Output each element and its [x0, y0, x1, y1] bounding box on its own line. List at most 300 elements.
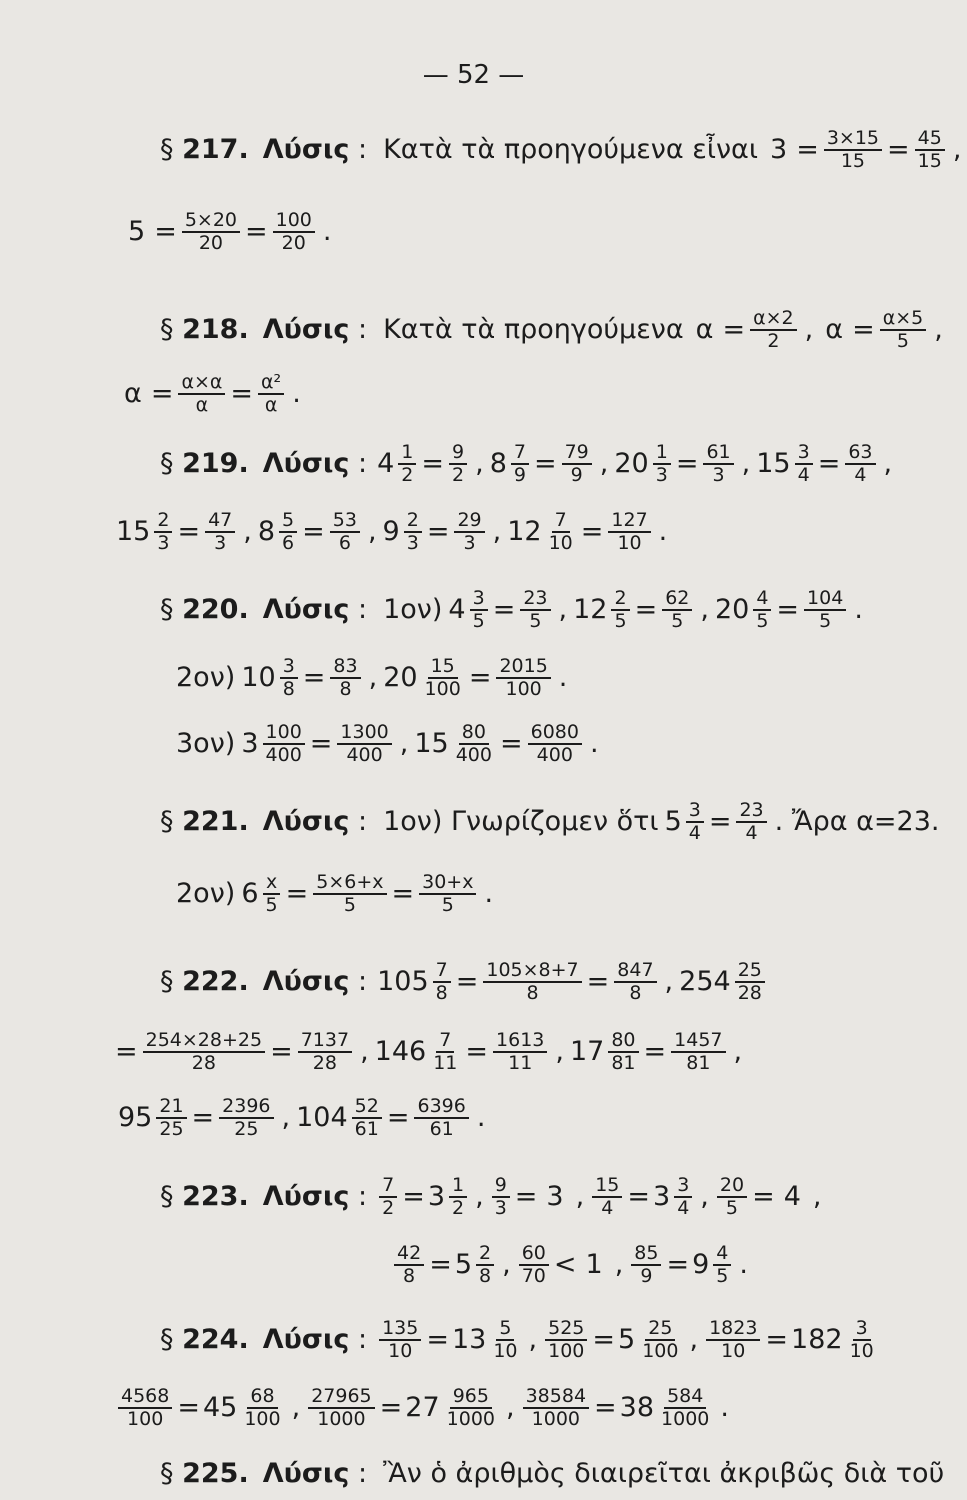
- denominator: 81: [686, 1051, 711, 1074]
- denominator: 8: [282, 677, 295, 700]
- numerator: 525: [545, 1318, 587, 1341]
- denominator: 4: [854, 463, 867, 486]
- punctuation: .: [558, 662, 568, 694]
- section-sign: §: [160, 806, 183, 838]
- punctuation: ,: [528, 1324, 538, 1356]
- numerator: 4568: [118, 1386, 172, 1409]
- section-number: 224.: [182, 1324, 249, 1356]
- operator: =: [245, 216, 268, 248]
- whole-part: 38: [619, 1392, 655, 1424]
- mixed-number: [448, 588, 489, 632]
- punctuation: ,: [475, 1181, 484, 1213]
- denominator: 100: [505, 677, 542, 700]
- fraction: [915, 128, 945, 172]
- text-segment: Κατὰ τὰ προηγούμενα: [383, 314, 684, 346]
- whole-part: 12: [573, 594, 608, 626]
- operator: =: [627, 1181, 650, 1213]
- fraction: [205, 510, 235, 554]
- denominator: 10: [548, 531, 573, 554]
- solution-word: Λύσις: [262, 448, 350, 480]
- fraction: [414, 1096, 468, 1140]
- fraction: [308, 1386, 374, 1430]
- numerator: 15: [428, 656, 458, 679]
- numerator: 105×8+7: [483, 960, 581, 983]
- operator: =: [391, 878, 415, 910]
- fraction: [454, 510, 484, 554]
- punctuation: ,: [555, 1036, 564, 1068]
- operator: =: [429, 1249, 452, 1281]
- mixed-number: [241, 722, 306, 766]
- math-line: [160, 588, 869, 632]
- section-heading: [160, 1181, 249, 1212]
- operator: =: [776, 594, 800, 626]
- fraction: [736, 800, 766, 844]
- mixed-number: [241, 656, 299, 700]
- punctuation: .: [720, 1392, 729, 1424]
- section-number: 223.: [182, 1181, 249, 1213]
- punctuation: ,: [575, 1181, 585, 1213]
- denominator: 10: [617, 531, 642, 554]
- mixed-number: [241, 872, 282, 916]
- punctuation: .: [322, 216, 332, 248]
- denominator: 400: [346, 743, 383, 766]
- fraction: [419, 872, 476, 916]
- numerator: 7137: [298, 1030, 352, 1053]
- numerator: 3: [470, 588, 488, 611]
- solution-label: [263, 594, 367, 625]
- numerator: 80: [459, 722, 489, 745]
- denominator: 15: [840, 149, 865, 172]
- denominator: 3: [655, 463, 668, 486]
- solution-label: [263, 966, 367, 997]
- whole-part: 8: [257, 516, 276, 548]
- numerator: 3: [674, 1175, 692, 1198]
- fraction: [703, 442, 733, 486]
- numerator: α×2: [750, 308, 797, 331]
- denominator: 4: [601, 1196, 614, 1219]
- operator: =: [270, 1036, 293, 1068]
- operator: =: [150, 378, 174, 410]
- denominator: 5: [756, 609, 769, 632]
- text-segment: α: [124, 378, 142, 410]
- denominator: 8: [435, 981, 448, 1004]
- whole-part: 182: [791, 1324, 843, 1356]
- operator: =: [592, 1324, 616, 1356]
- numerator: 100: [263, 722, 305, 745]
- denominator: 2: [452, 1196, 465, 1219]
- fraction: [717, 1175, 747, 1219]
- numerator: 7: [511, 442, 529, 465]
- denominator: 25: [234, 1117, 259, 1140]
- section-heading: [160, 134, 249, 165]
- operator: =: [177, 1392, 200, 1424]
- numerator: 254×28+25: [143, 1030, 265, 1053]
- denominator: 8: [403, 1264, 416, 1287]
- section-sign: §: [160, 1324, 183, 1356]
- numerator: 3×15: [824, 128, 882, 151]
- fraction: [330, 656, 360, 700]
- fraction: [795, 442, 813, 486]
- numerator: 7: [433, 960, 451, 983]
- math-line: [160, 1175, 827, 1219]
- colon: :: [349, 448, 368, 480]
- numerator: 4: [713, 1243, 731, 1266]
- denominator: 5: [343, 893, 356, 916]
- operator: =: [386, 1102, 410, 1134]
- fraction: [713, 1243, 731, 1287]
- whole-part: 17: [569, 1036, 605, 1068]
- text-segment: α: [825, 314, 844, 346]
- fraction: [430, 1030, 460, 1074]
- fraction: [313, 872, 386, 916]
- fraction: [523, 1386, 589, 1430]
- solution-label: [263, 314, 367, 345]
- denominator: 8: [479, 1264, 492, 1287]
- mixed-number: [116, 510, 174, 554]
- whole-part: 3: [241, 728, 259, 760]
- section-sign: §: [160, 314, 183, 346]
- denominator: 3: [463, 531, 476, 554]
- operator: =: [796, 134, 819, 166]
- operator: =: [722, 314, 746, 346]
- fraction: [379, 1175, 397, 1219]
- operator: =: [426, 1324, 449, 1356]
- numerator: 68: [247, 1386, 277, 1409]
- punctuation: ,: [741, 448, 751, 480]
- punctuation: ,: [243, 516, 252, 548]
- denominator: 20: [281, 231, 306, 254]
- whole-part: 20: [614, 448, 649, 480]
- numerator: 7: [379, 1175, 397, 1198]
- operator: =: [765, 1324, 789, 1356]
- numerator: 60: [519, 1243, 549, 1266]
- whole-part: 3: [653, 1181, 671, 1213]
- fraction: [178, 372, 225, 416]
- operator: =: [402, 1181, 425, 1213]
- numerator: 3: [853, 1318, 871, 1341]
- denominator: 6: [282, 531, 295, 554]
- section-heading: [160, 594, 249, 625]
- denominator: 25: [159, 1117, 184, 1140]
- mixed-number: [618, 1318, 683, 1362]
- mixed-number: [383, 656, 466, 700]
- numerator: 25: [735, 960, 765, 983]
- numerator: 47: [205, 510, 235, 533]
- operator: =: [580, 516, 604, 548]
- denominator: 70: [521, 1264, 546, 1287]
- denominator: 11: [508, 1051, 533, 1074]
- math-line: [392, 1243, 754, 1287]
- mixed-number: [614, 442, 672, 486]
- denominator: 5: [716, 1264, 729, 1287]
- text-segment: 1ον) Γνωρίζομεν ὅτι: [383, 806, 659, 838]
- denominator: 81: [611, 1051, 636, 1074]
- denominator: 5: [265, 893, 278, 916]
- mixed-number: [428, 1175, 469, 1219]
- section-number: 225.: [182, 1458, 249, 1489]
- denominator: 4: [688, 821, 701, 844]
- fraction: [280, 656, 298, 700]
- section-number: 217.: [182, 134, 249, 166]
- numerator: 1300: [337, 722, 391, 745]
- math-line: [116, 510, 673, 554]
- denominator: 9: [640, 1264, 653, 1287]
- whole-part: 15: [414, 728, 449, 760]
- fraction: [449, 442, 467, 486]
- fraction: [686, 800, 704, 844]
- fraction: [258, 372, 284, 416]
- mixed-number: [203, 1386, 286, 1430]
- math-line: [170, 872, 499, 916]
- denominator: 2: [767, 329, 780, 352]
- numerator: 80: [608, 1030, 638, 1053]
- operator: =: [302, 662, 326, 694]
- fraction: [496, 656, 550, 700]
- denominator: 28: [737, 981, 762, 1004]
- numerator: 1: [653, 442, 671, 465]
- denominator: 9: [570, 463, 583, 486]
- whole-part: 6: [241, 878, 259, 910]
- text-segment: . Ἄρα α=23.: [774, 806, 940, 838]
- denominator: 28: [191, 1051, 216, 1074]
- denominator: 100: [548, 1339, 585, 1362]
- whole-part: 146: [374, 1036, 427, 1068]
- fraction: [847, 1318, 877, 1362]
- math-line: [170, 656, 573, 700]
- numerator: 3: [795, 442, 813, 465]
- math-line: [160, 1458, 950, 1489]
- fraction: [492, 1175, 510, 1219]
- punctuation: ,: [883, 448, 893, 480]
- denominator: 3: [406, 531, 419, 554]
- math-line: [116, 1386, 735, 1430]
- math-line: [160, 442, 898, 486]
- denominator: 2: [382, 1196, 395, 1219]
- mixed-number: [405, 1386, 500, 1430]
- fraction: [511, 442, 529, 486]
- denominator: 100: [127, 1407, 164, 1430]
- denominator: α: [195, 393, 209, 416]
- numerator: 1457: [671, 1030, 725, 1053]
- whole-part: 15: [756, 448, 791, 480]
- solution-word: Λύσις: [262, 314, 350, 346]
- text-segment: α: [695, 314, 714, 346]
- operator: =: [666, 1249, 690, 1281]
- numerator: 42: [394, 1243, 424, 1266]
- operator: =: [708, 806, 732, 838]
- solution-label: [263, 134, 367, 165]
- fraction: [753, 588, 771, 632]
- numerator: 5: [496, 1318, 514, 1341]
- punctuation: .: [484, 878, 494, 910]
- section-heading: [160, 1458, 249, 1489]
- fraction: [241, 1386, 283, 1430]
- fraction: [422, 656, 464, 700]
- numerator: 79: [562, 442, 592, 465]
- fraction: [735, 960, 765, 1004]
- mixed-number: [414, 722, 497, 766]
- mixed-number: [258, 510, 299, 554]
- fraction: [404, 510, 422, 554]
- fraction: [118, 1386, 172, 1430]
- numerator: 62: [662, 588, 692, 611]
- section-sign: §: [160, 1181, 183, 1213]
- whole-part: 254: [679, 966, 731, 998]
- fraction: [608, 510, 650, 554]
- fraction: [298, 1030, 352, 1074]
- math-line: [160, 128, 967, 172]
- fraction: [639, 1318, 681, 1362]
- numerator: 21: [156, 1096, 186, 1119]
- numerator: 7: [552, 510, 570, 533]
- fraction: [273, 210, 315, 254]
- denominator: 1000: [661, 1407, 710, 1430]
- fraction: [330, 510, 360, 554]
- fraction: [337, 722, 391, 766]
- denominator: 5: [819, 609, 832, 632]
- punctuation: ,: [614, 1249, 624, 1281]
- numerator: 45: [915, 128, 945, 151]
- fraction: [444, 1386, 498, 1430]
- fraction: [156, 1096, 186, 1140]
- mixed-number: [692, 1243, 733, 1287]
- whole-part: 95: [118, 1102, 153, 1134]
- operator: =: [421, 448, 444, 480]
- colon: :: [349, 1458, 368, 1489]
- numerator: 4: [753, 588, 771, 611]
- fraction: [528, 722, 582, 766]
- denominator: 400: [536, 743, 573, 766]
- solution-label: [263, 806, 367, 837]
- fraction: [483, 960, 581, 1004]
- section-sign: §: [160, 594, 183, 626]
- fraction: [394, 1243, 424, 1287]
- solution-word: Λύσις: [262, 594, 350, 626]
- section-heading: [160, 314, 249, 345]
- punctuation: ,: [492, 516, 502, 548]
- numerator: 9: [449, 442, 467, 465]
- punctuation: ,: [934, 314, 943, 346]
- math-line: [160, 1318, 879, 1362]
- numerator: α×5: [880, 308, 927, 331]
- denominator: 4: [797, 463, 810, 486]
- text-segment: 5: [128, 216, 146, 248]
- whole-part: 104: [296, 1102, 348, 1134]
- numerator: 6080: [528, 722, 582, 745]
- numerator: 85: [631, 1243, 661, 1266]
- section-sign: §: [160, 966, 183, 998]
- solution-word: Λύσις: [262, 1181, 350, 1213]
- punctuation: ,: [291, 1392, 301, 1424]
- numerator: α×α: [178, 372, 225, 395]
- text-segment: 3ον): [176, 728, 236, 760]
- operator: =: [115, 1036, 138, 1068]
- section-sign: §: [160, 448, 183, 480]
- fraction: [658, 1386, 712, 1430]
- math-line: [122, 210, 337, 254]
- section-number: 221.: [182, 806, 249, 838]
- math-line: [118, 372, 307, 416]
- section-heading: [160, 448, 249, 479]
- whole-part: 20: [383, 662, 418, 694]
- fraction: [592, 1175, 622, 1219]
- mixed-number: [653, 1175, 694, 1219]
- fraction: [519, 1243, 549, 1287]
- punctuation: ,: [733, 1036, 743, 1068]
- colon: :: [349, 314, 368, 346]
- section-sign: §: [160, 134, 183, 166]
- fraction: [674, 1175, 692, 1219]
- whole-part: 5: [618, 1324, 636, 1356]
- denominator: 5: [472, 609, 485, 632]
- fraction: [476, 1243, 494, 1287]
- operator: =: [379, 1392, 403, 1424]
- numerator: 3: [686, 800, 704, 823]
- colon: :: [349, 134, 368, 166]
- fraction: [379, 1318, 421, 1362]
- punctuation: ,: [367, 516, 377, 548]
- mixed-number: [665, 800, 706, 844]
- solution-label: [263, 1458, 367, 1489]
- operator: =: [499, 728, 523, 760]
- whole-part: 15: [116, 516, 151, 548]
- denominator: 10: [849, 1339, 874, 1362]
- operator: =: [455, 966, 479, 998]
- numerator: 2: [404, 510, 422, 533]
- punctuation: ,: [700, 1181, 709, 1213]
- section-sign: §: [160, 1458, 183, 1489]
- fraction: [470, 588, 488, 632]
- operator: =: [302, 516, 325, 548]
- operator: =: [852, 314, 875, 346]
- punctuation: ,: [664, 966, 674, 998]
- numerator: 7: [436, 1030, 454, 1053]
- punctuation: ,: [804, 314, 814, 346]
- text-segment: Κατὰ τὰ προηγούμενα εἶναι: [383, 134, 758, 166]
- solution-word: Λύσις: [262, 806, 350, 838]
- denominator: 61: [354, 1117, 379, 1140]
- numerator: 100: [273, 210, 315, 233]
- section-heading: [160, 806, 249, 837]
- denominator: 5: [441, 893, 454, 916]
- denominator: 3: [494, 1196, 507, 1219]
- punctuation: ,: [360, 1036, 369, 1068]
- denominator: 3: [712, 463, 725, 486]
- punctuation: ,: [689, 1324, 699, 1356]
- numerator: 6396: [414, 1096, 468, 1119]
- numerator: 584: [664, 1386, 706, 1409]
- operator: =: [465, 1036, 489, 1068]
- punctuation: ,: [281, 1102, 291, 1134]
- solution-word: Λύσις: [262, 1458, 350, 1489]
- operator: =: [594, 1392, 617, 1424]
- numerator: 127: [608, 510, 650, 533]
- denominator: 4: [677, 1196, 690, 1219]
- fraction: [453, 722, 495, 766]
- operator: =: [586, 966, 610, 998]
- operator: =: [230, 378, 254, 410]
- colon: :: [349, 594, 368, 626]
- colon: :: [349, 1324, 368, 1356]
- math-line: [160, 960, 767, 1004]
- denominator: 6: [338, 531, 351, 554]
- whole-part: 105: [377, 966, 429, 998]
- operator: =: [533, 448, 557, 480]
- solution-word: Λύσις: [262, 134, 350, 166]
- fraction: [490, 1318, 520, 1362]
- operator: =: [191, 1102, 215, 1134]
- denominator: α: [264, 393, 278, 416]
